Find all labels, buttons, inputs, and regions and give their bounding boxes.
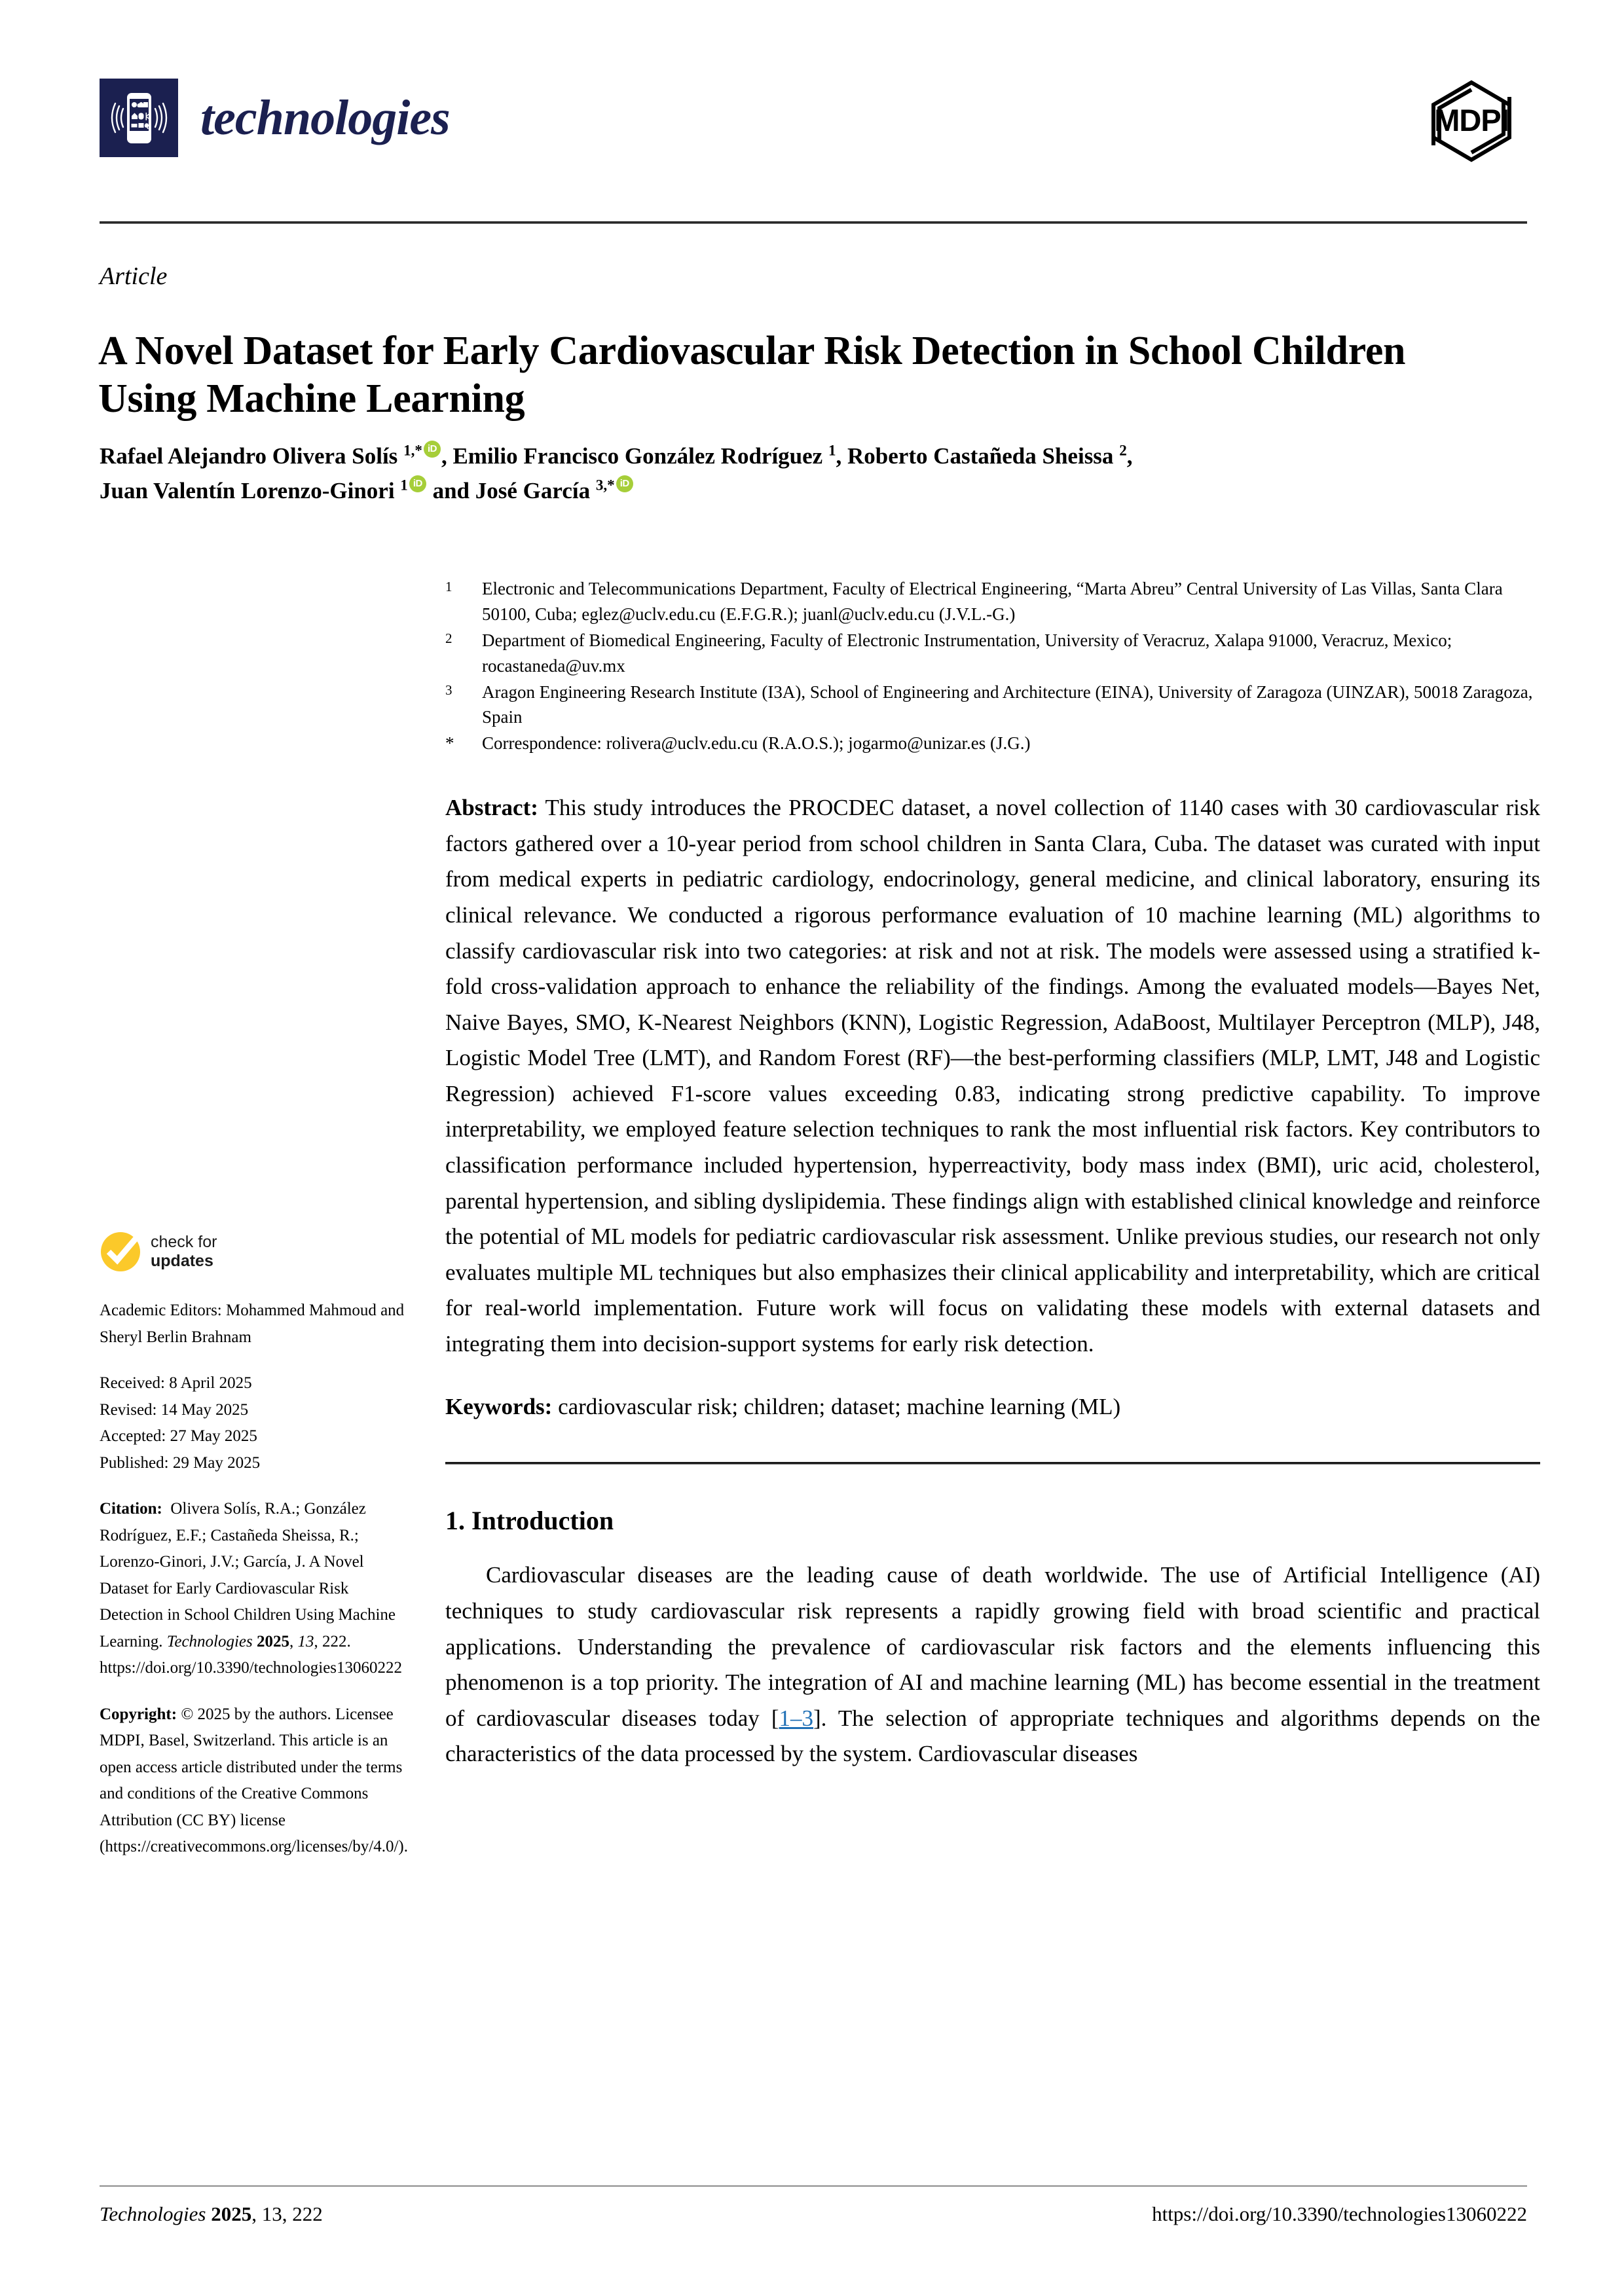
- check-for-updates-line2: updates: [151, 1252, 213, 1270]
- footer-year: 2025: [211, 2202, 252, 2225]
- introduction-paragraph: [445, 1558, 1540, 1772]
- journal-brand: [100, 79, 450, 157]
- citation-authors: Olivera Solís, R.A.; González Rodríguez, E.F.; Castañeda Sheissa, R.; Lorenzo-Ginori, J.V.; García, J. A Novel Dataset for Early Cardiovascular Risk Detection in School Children Using Machine Learning.: [100, 1500, 396, 1650]
- abstract-block: [445, 790, 1540, 1362]
- keywords-text: cardiovascular risk; children; dataset; machine learning (ML): [558, 1393, 1121, 1419]
- check-for-updates-line1: check for: [151, 1232, 217, 1251]
- academic-editors: [100, 1298, 414, 1351]
- footer-journal: Technologies: [100, 2202, 206, 2225]
- author-separator: ,: [836, 443, 848, 469]
- orcid-id-icon[interactable]: [409, 475, 426, 492]
- introduction-heading: 1. Introduction: [445, 1506, 614, 1536]
- orcid-id-icon[interactable]: [616, 475, 633, 492]
- footer-citation: [100, 2202, 323, 2226]
- author-name: Emilio Francisco González Rodríguez: [452, 443, 828, 469]
- citation-block: [100, 1496, 414, 1682]
- citation-pages: 222.: [322, 1632, 351, 1650]
- abstract-label: Abstract:: [445, 795, 538, 821]
- publication-date-item: Published: 29 May 2025: [100, 1453, 261, 1472]
- keywords-block: [445, 1390, 1540, 1425]
- citation-label: Citation:: [100, 1500, 162, 1518]
- publication-date-item: Received: 8 April 2025: [100, 1374, 252, 1392]
- affiliation-item: [445, 731, 1540, 756]
- citation-journal: Technologies: [166, 1632, 253, 1650]
- author-affiliation-marker: 2: [1119, 441, 1127, 459]
- check-for-updates-text: [151, 1233, 217, 1271]
- check-for-updates-badge[interactable]: [100, 1231, 414, 1273]
- author-name: Rafael Alejandro Olivera Solís: [100, 443, 404, 469]
- publication-date-item: Revised: 14 May 2025: [100, 1400, 249, 1419]
- affiliation-text: Aragon Engineering Research Institute (I3A), School of Engineering and Architecture (EINA), University of Zaragoza (UINZAR), 50018 Zaragoza, Spain: [482, 682, 1533, 727]
- citation-text: Citation: Olivera Solís, R.A.; González Rodríguez, E.F.; Castañeda Sheissa, R.; Lorenzo-Ginori, J.V.; García, J. A Novel Dataset for Early Cardiovascular Risk Detection in School Children Using Machine Learning. Technologies 2025, 13, 222. https://doi.org/10.3390/technologies13060222: [100, 1500, 403, 1677]
- footer-volume-issue: , 13, 222: [251, 2202, 323, 2225]
- section-divider: [445, 1462, 1540, 1465]
- masthead: [100, 79, 1527, 210]
- footer-divider: [100, 2185, 1527, 2187]
- author-affiliation-marker: 1,*: [403, 441, 422, 459]
- author-line-2: [100, 473, 1527, 508]
- article-metadata-sidebar: [100, 1231, 414, 1880]
- author-affiliation-marker: 3,*: [595, 476, 615, 494]
- footer-doi-link[interactable]: https://doi.org/10.3390/technologies13060222: [1152, 2202, 1527, 2225]
- author-separator: ,: [441, 443, 453, 469]
- copyright-label: Copyright:: [100, 1705, 177, 1723]
- publication-date-item: Accepted: 27 May 2025: [100, 1427, 257, 1445]
- publication-dates: [100, 1370, 414, 1476]
- affiliation-marker: *: [445, 733, 454, 754]
- copyright-text: [100, 1702, 414, 1861]
- reference-link-1-3[interactable]: 1–3: [779, 1705, 814, 1731]
- author-separator: and: [426, 478, 475, 504]
- page-footer: [100, 2202, 1527, 2226]
- intro-text-before-citation: Cardiovascular diseases are the leading cause of death worldwide. The use of Artificial Intelligence (AI) techniques to study cardiovascular risk represents a rapidly growing field with broad scientific and practical applications. Understanding the prevalence of cardiovascular risk factors and the elements influencing this phenomenon is a top priority. The integration of AI and machine learning (ML) has become essential in the treatment of cardiovascular diseases today [: [445, 1562, 1540, 1731]
- affiliation-list: [445, 576, 1540, 756]
- author-name: José García: [475, 478, 596, 504]
- intro-text-after-citation: ]. The selection of appropriate techniques and algorithms depends on the characteristics of the data processed by the system. Cardiovascular diseases: [445, 1705, 1541, 1767]
- citation-year: 2025: [257, 1632, 290, 1650]
- keywords-label: Keywords:: [445, 1393, 553, 1419]
- affiliation-marker: 2: [445, 630, 452, 646]
- affiliation-marker: 1: [445, 579, 452, 594]
- abstract-text: This study introduces the PROCDEC dataset, a novel collection of 1140 cases with 30 cardiovascular risk factors gathered over a 10-year period from school children in Santa Clara, Cuba. The dataset was curated with input from medical experts in pediatric cardiology, endocrinology, general medicine, and clinical laboratory, ensuring its clinical relevance. We conducted a rigorous performance evaluation of 10 machine learning (ML) algorithms to classify cardiovascular risk into two categories: at risk and not at risk. The models were assessed using a stratified k-fold cross-validation approach to enhance the reliability of the findings. Among the evaluated models—Bayes Net, Naive Bayes, SMO, K-Nearest Neighbors (KNN), Logistic Regression, AdaBoost, Multilayer Perceptron (MLP), J48, Logistic Model Tree (LMT), and Random Forest (RF)—the best-performing classifiers (MLP, LMT, J48 and Logistic Regression) achieved F1-score values exceeding 0.83, indicating strong predictive capability. To improve interpretability, we employed feature selection techniques to rank the most influential risk factors. Key contributors to classification performance included hypertension, hyperreactivity, body mass index (BMI), uric acid, cholesterol, parental hypertension, and sibling dyslipidemia. These findings align with established clinical knowledge and reinforce the potential of ML models for pediatric cardiovascular risk assessment. Unlike previous studies, our research not only evaluates multiple ML techniques but also emphasizes their clinical applicability and interpretability, which are critical for real-world implementation. Future work will focus on validating these models with external datasets and integrating them into decision-support systems for early risk detection.: [445, 795, 1540, 1357]
- author-affiliation-marker: 1: [828, 441, 836, 459]
- citation-doi-link[interactable]: https://doi.org/10.3390/technologies13060222: [100, 1659, 403, 1677]
- journal-name: technologies: [200, 90, 450, 145]
- orcid-id-icon[interactable]: [424, 441, 441, 458]
- citation-volume: 13: [297, 1632, 314, 1650]
- affiliation-text: Correspondence: rolivera@uclv.edu.cu (R.A.O.S.); jogarmo@unizar.es (J.G.): [482, 733, 1031, 754]
- copyright-body: © 2025 by the authors. Licensee MDPI, Basel, Switzerland. This article is an open access article distributed under the terms and conditions of the Creative Commons Attribution (CC BY) license (https://creativecommons.org/licenses/by/4.0/).: [100, 1705, 408, 1855]
- affiliation-text: Electronic and Telecommunications Department, Faculty of Electrical Engineering, “Marta Abreu” Central University of Las Villas, Santa Clara 50100, Cuba; eglez@uclv.edu.cu (E.F.G.R.); juanl@uclv.edu.cu (J.V.L.-G.): [482, 579, 1503, 624]
- affiliation-item: [445, 680, 1540, 731]
- author-affiliation-marker: 1: [400, 476, 408, 494]
- article-type-label: Article: [100, 263, 168, 290]
- svg-text:MDPI: MDPI: [1434, 103, 1509, 137]
- author-separator: ,: [1126, 443, 1133, 469]
- crossmark-check-icon: [100, 1231, 141, 1273]
- mdpi-hexagon-logo: [1416, 79, 1527, 164]
- author-name: Roberto Castañeda Sheissa: [847, 443, 1120, 469]
- page-title: A Novel Dataset for Early Cardiovascular Risk Detection in School Children Using Machine Learning: [98, 328, 1406, 421]
- header-divider: [100, 221, 1527, 224]
- author-name: Juan Valentín Lorenzo-Ginori: [100, 478, 401, 504]
- academic-editors-text: Academic Editors: Mohammed Mahmoud and Sheryl Berlin Brahnam: [100, 1302, 405, 1346]
- main-column: [445, 576, 1540, 1795]
- copyright-block: [100, 1702, 414, 1861]
- affiliation-item: [445, 576, 1540, 627]
- author-list: [100, 439, 1527, 508]
- smartphone-signal-icon: [100, 79, 178, 157]
- affiliation-text: Department of Biomedical Engineering, Faculty of Electronic Instrumentation, University of Veracruz, Xalapa 91000, Veracruz, Mexico; rocastaneda@uv.mx: [482, 630, 1452, 676]
- affiliation-item: [445, 628, 1540, 679]
- affiliation-marker: 3: [445, 682, 452, 698]
- author-line-1: [100, 439, 1527, 473]
